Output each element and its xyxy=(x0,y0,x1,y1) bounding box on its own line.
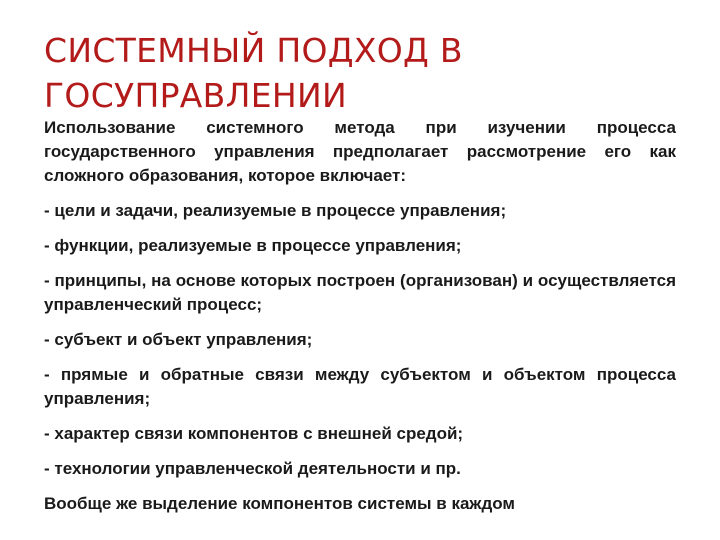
list-item-goals: - цели и задачи, реализуемые в процессе управления; xyxy=(44,201,507,220)
slide-body xyxy=(44,116,676,527)
list-item-subject-object: - субъект и объект управления; xyxy=(44,330,313,349)
title-line-1: СИСТЕМНЫЙ ПОДХОД В xyxy=(44,31,463,70)
list-item-environment: - характер связи компонентов с внешней средой; xyxy=(44,424,464,443)
slide-title xyxy=(44,28,684,118)
title-line-2: ГОСУПРАВЛЕНИИ xyxy=(44,76,347,115)
list-item-functions: - функции, реализуемые в процессе управления; xyxy=(44,236,462,255)
list-item-principles: - принципы, на основе которых построен (организован) и осуществляется управленческий процесс; xyxy=(44,271,676,314)
list-item-feedback: - прямые и обратные связи между субъектом и объектом процесса управления; xyxy=(44,365,676,408)
list-item-technologies: - технологии управленческой деятельности и пр. xyxy=(44,459,461,478)
intro-paragraph: Использование системного метода при изучении процесса государственного управления предполагает рассмотрение его как сложного образования, которое включает: xyxy=(44,118,676,185)
closing-paragraph: Вообще же выделение компонентов системы в каждом xyxy=(44,494,515,513)
